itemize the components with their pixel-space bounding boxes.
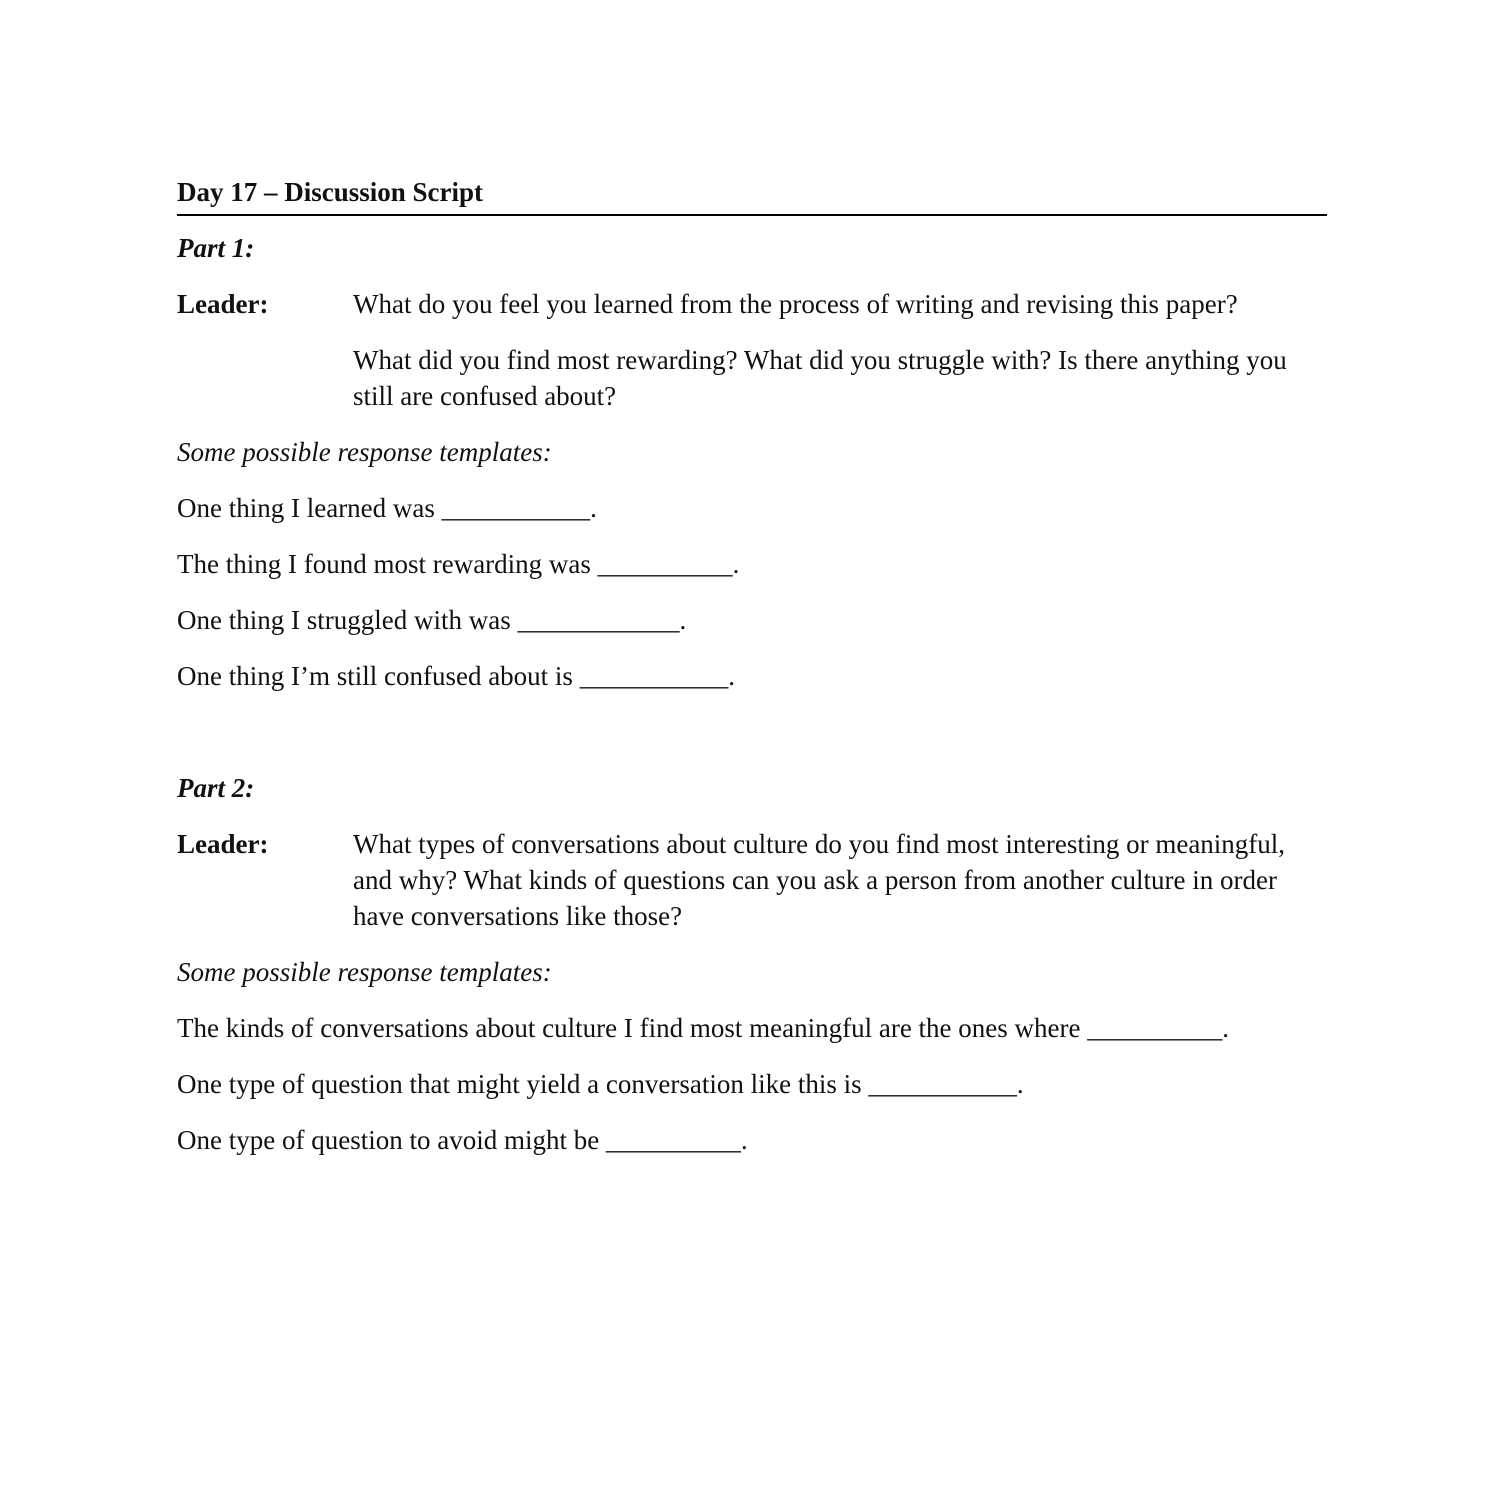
part-1-section <box>177 230 1327 694</box>
section-spacer <box>177 714 1327 770</box>
part-1-template-line: One thing I’m still confused about is ___________. <box>177 661 735 691</box>
part-2-template-line: One type of question to avoid might be __________. <box>177 1125 748 1155</box>
part-2-section <box>177 770 1327 1158</box>
part-2-leader-prompt: What types of conversations about culture do you find most interesting or meaningful, and why? What kinds of questions can you ask a person from another culture in order have conversations like those? <box>353 829 1286 931</box>
title-row <box>177 172 1327 216</box>
part-1-leader-prompt: What do you feel you learned from the process of writing and revising this paper? <box>353 289 1238 319</box>
part-1-leader-row <box>177 286 1327 434</box>
part-1-leader-prompt: What did you find most rewarding? What did you struggle with? Is there anything you still are confused about? <box>353 345 1287 411</box>
part-1-templates-heading: Some possible response templates: <box>177 437 552 467</box>
document-page <box>177 172 1327 1178</box>
part-1-leader-label: Leader: <box>177 289 269 319</box>
part-2-leader-row <box>177 826 1327 954</box>
part-2-templates-heading: Some possible response templates: <box>177 957 552 987</box>
part-2-template-line: One type of question that might yield a conversation like this is ___________. <box>177 1069 1024 1099</box>
part-2-leader-prompts <box>353 826 1327 954</box>
part-2-template-line: The kinds of conversations about culture I find most meaningful are the ones where __________. <box>177 1013 1229 1043</box>
part-2-heading: Part 2: <box>177 773 255 803</box>
part-1-leader-prompts <box>353 286 1327 434</box>
document-title: Day 17 – Discussion Script <box>177 177 484 207</box>
part-2-leader-label: Leader: <box>177 829 269 859</box>
part-1-heading: Part 1: <box>177 233 255 263</box>
part-1-template-line: One thing I struggled with was ____________. <box>177 605 687 635</box>
part-1-template-line: The thing I found most rewarding was __________. <box>177 549 740 579</box>
part-1-template-line: One thing I learned was ___________. <box>177 493 597 523</box>
